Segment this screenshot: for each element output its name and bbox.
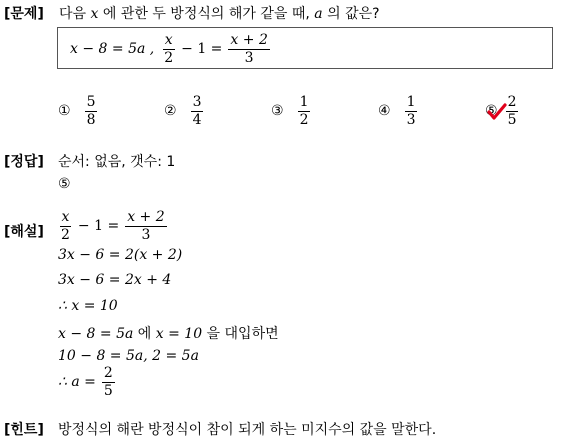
solution-l1-left-fraction: $\frac{x}{2}$ bbox=[61, 209, 70, 243]
answer-label: [정답] bbox=[4, 154, 44, 170]
hint-label: [힌트] bbox=[4, 422, 44, 438]
equation-2-left-fraction: $\frac{x}{2}$ bbox=[164, 32, 174, 66]
solution-line-1: $\frac{x}{2}$ − 1 = $\frac{x + 2}{3}$ bbox=[61, 209, 165, 243]
equation-2-mid: − 1 = bbox=[181, 41, 223, 58]
choice-3[interactable] bbox=[271, 95, 312, 127]
choice-5-marker: ⑤ bbox=[485, 103, 498, 120]
equation-1: x − 8 = 5a , bbox=[70, 41, 155, 58]
equation-2-right-fraction: $\frac{x + 2}{3}$ bbox=[230, 32, 268, 66]
choice-1-marker: ① bbox=[58, 103, 71, 120]
choice-2[interactable] bbox=[164, 95, 205, 127]
choice-3-fraction: $\frac{1}{2}$ bbox=[299, 94, 309, 128]
solution-l7-fraction: $\frac{2}{5}$ bbox=[103, 365, 113, 399]
choice-4-fraction: $\frac{1}{3}$ bbox=[406, 94, 416, 128]
choice-5-fraction: $\frac{2}{5}$ bbox=[507, 94, 517, 128]
problem-var-x: x bbox=[90, 6, 99, 22]
equation-box-content bbox=[70, 33, 272, 65]
problem-label: [문제] bbox=[4, 6, 44, 22]
choice-4-marker: ④ bbox=[378, 103, 391, 120]
problem-text bbox=[59, 3, 380, 23]
choice-3-marker: ③ bbox=[271, 103, 284, 120]
solution-label: [해설] bbox=[4, 224, 44, 240]
problem-text-pre: 다음 bbox=[59, 6, 91, 22]
choice-2-marker: ② bbox=[164, 103, 177, 120]
solution-line-6: 10 − 8 = 5a, 2 = 5a bbox=[58, 348, 199, 364]
answer-value: ⑤ bbox=[58, 176, 71, 192]
solution-line-3: 3x − 6 = 2x + 4 bbox=[58, 272, 172, 288]
problem-text-mid: 에 관한 두 방정식의 해가 같을 때, bbox=[98, 6, 315, 22]
problem-var-a: a bbox=[314, 6, 323, 22]
solution-line-7: ∴ a = $\frac{2}{5}$ bbox=[58, 365, 113, 399]
problem-text-post: 의 값은? bbox=[322, 6, 380, 22]
choice-1[interactable] bbox=[58, 95, 99, 127]
choice-1-fraction: $\frac{5}{8}$ bbox=[86, 94, 96, 128]
solution-line-5: x − 8 = 5a 에 x = 10 을 대입하면 bbox=[58, 326, 279, 342]
solution-line-4: ∴ x = 10 bbox=[58, 298, 118, 314]
solution-line-2: 3x − 6 = 2(x + 2) bbox=[58, 247, 183, 263]
correct-check-icon bbox=[487, 103, 507, 121]
solution-l1-right-fraction: $\frac{x + 2}{3}$ bbox=[127, 209, 165, 243]
choice-4[interactable] bbox=[378, 95, 419, 127]
choice-2-fraction: $\frac{3}{4}$ bbox=[192, 94, 202, 128]
answer-line: 순서: 없음, 갯수: 1 bbox=[58, 154, 176, 170]
hint-text: 방정식의 해란 방정식이 참이 되게 하는 미지수의 값을 말한다. bbox=[58, 422, 437, 438]
